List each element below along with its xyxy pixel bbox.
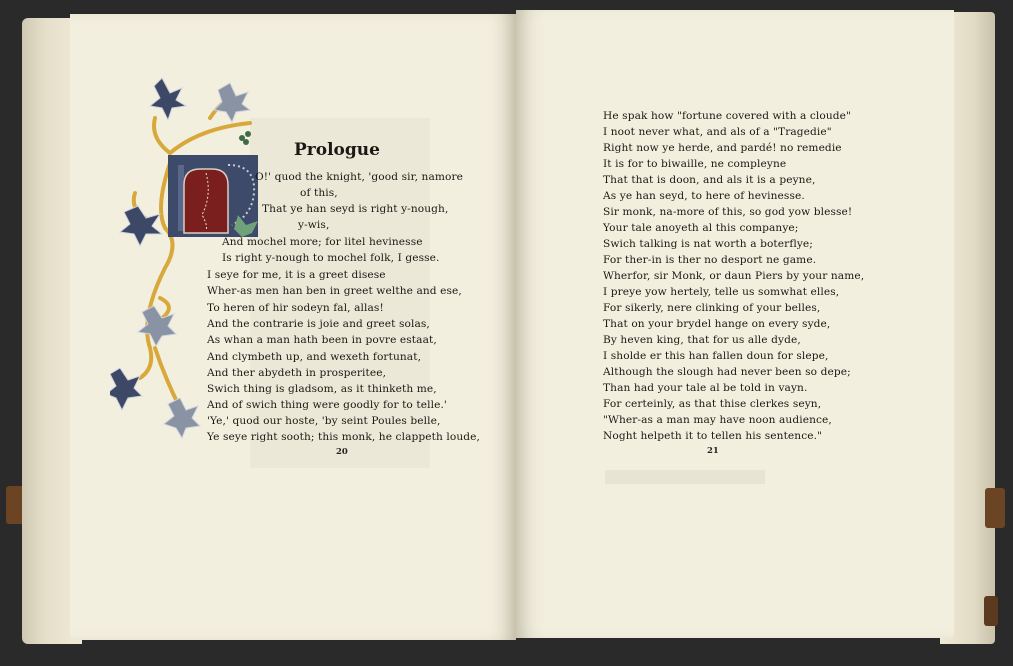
verse-line: As ye han seyd, to here of hevinesse. bbox=[603, 190, 805, 202]
verse-line: For ther-in is ther no desport ne game. bbox=[603, 254, 817, 266]
verse-line: Noght helpeth it to tellen his sentence." bbox=[603, 430, 823, 442]
verse-line: Ye seye right sooth; this monk, he clappeth loude, bbox=[207, 431, 480, 443]
verse-line: And mochel more; for litel hevinesse bbox=[222, 236, 423, 248]
verse-line: That on your brydel hange on every syde, bbox=[603, 318, 831, 330]
verse-line: Wher-as men han ben in greet welthe and ese, bbox=[207, 285, 462, 297]
verse-line: Swich talking is nat worth a boterflye; bbox=[603, 238, 813, 250]
verse-line: Right now ye herde, and pardé! no remedie bbox=[603, 142, 842, 154]
verse-line: Wherfor, sir Monk, or daun Piers by your name, bbox=[603, 270, 865, 282]
verse-line: He spak how "fortune covered with a cloude" bbox=[603, 110, 851, 122]
verse-line: Sir monk, na-more of this, so god yow blesse! bbox=[603, 206, 853, 218]
verse-line: And of swich thing were goodly for to telle.' bbox=[207, 399, 447, 411]
verse-line: Although the slough had never been so depe; bbox=[603, 366, 851, 378]
ribbon-marker-right-lower bbox=[984, 596, 998, 626]
verse-line: And the contrarie is joie and greet solas, bbox=[207, 318, 430, 330]
verse-line: Your tale anoyeth al this companye; bbox=[603, 222, 799, 234]
verse-line: "Wher-as a man may have noon audience, bbox=[603, 414, 832, 426]
verse-line: Swich thing is gladsom, as it thinketh me, bbox=[207, 383, 437, 395]
verse-line: By heven king, that for us alle dyde, bbox=[603, 334, 801, 346]
verse-line: Than had your tale al be told in vayn. bbox=[603, 382, 808, 394]
page-number: 20 bbox=[336, 447, 348, 457]
verse-line: And clymbeth up, and wexeth fortunat, bbox=[207, 351, 422, 363]
page-title: Prologue bbox=[294, 140, 380, 160]
show-through-right bbox=[605, 470, 765, 484]
verse-line: of this, bbox=[300, 187, 338, 199]
verse-line: It is for to biwaille, ne compleyne bbox=[603, 158, 787, 170]
verse-line: As whan a man hath been in povre estaat, bbox=[207, 334, 437, 346]
verse-line: y-wis, bbox=[298, 219, 330, 231]
verse-line: For sikerly, nere clinking of your belles, bbox=[603, 302, 821, 314]
verse-line: Is right y-nough to mochel folk, I gesse. bbox=[222, 252, 440, 264]
verse-line: I sholde er this han fallen doun for slepe, bbox=[603, 350, 829, 362]
verse-line: I noot never what, and als of a "Tragedie" bbox=[603, 126, 832, 138]
verse-line: I seye for me, it is a greet disese bbox=[207, 269, 386, 281]
verse-line: For certeinly, as that thise clerkes seyn, bbox=[603, 398, 822, 410]
verse-line: And ther abydeth in prosperitee, bbox=[207, 367, 387, 379]
verse-line: To heren of hir sodeyn fal, allas! bbox=[207, 302, 384, 314]
page-number: 21 bbox=[707, 446, 719, 456]
verse-line: That that is doon, and als it is a peyne, bbox=[603, 174, 816, 186]
verse-line: 'Ye,' quod our hoste, 'by seint Poules belle, bbox=[207, 415, 441, 427]
ribbon-marker-right bbox=[985, 488, 1005, 528]
verse-line: O!' quod the knight, 'good sir, namore bbox=[255, 171, 464, 183]
verse-line: That ye han seyd is right y-nough, bbox=[262, 203, 449, 215]
verse-line: I preye yow hertely, telle us somwhat elles, bbox=[603, 286, 840, 298]
illuminated-initial-o-icon bbox=[168, 155, 258, 237]
